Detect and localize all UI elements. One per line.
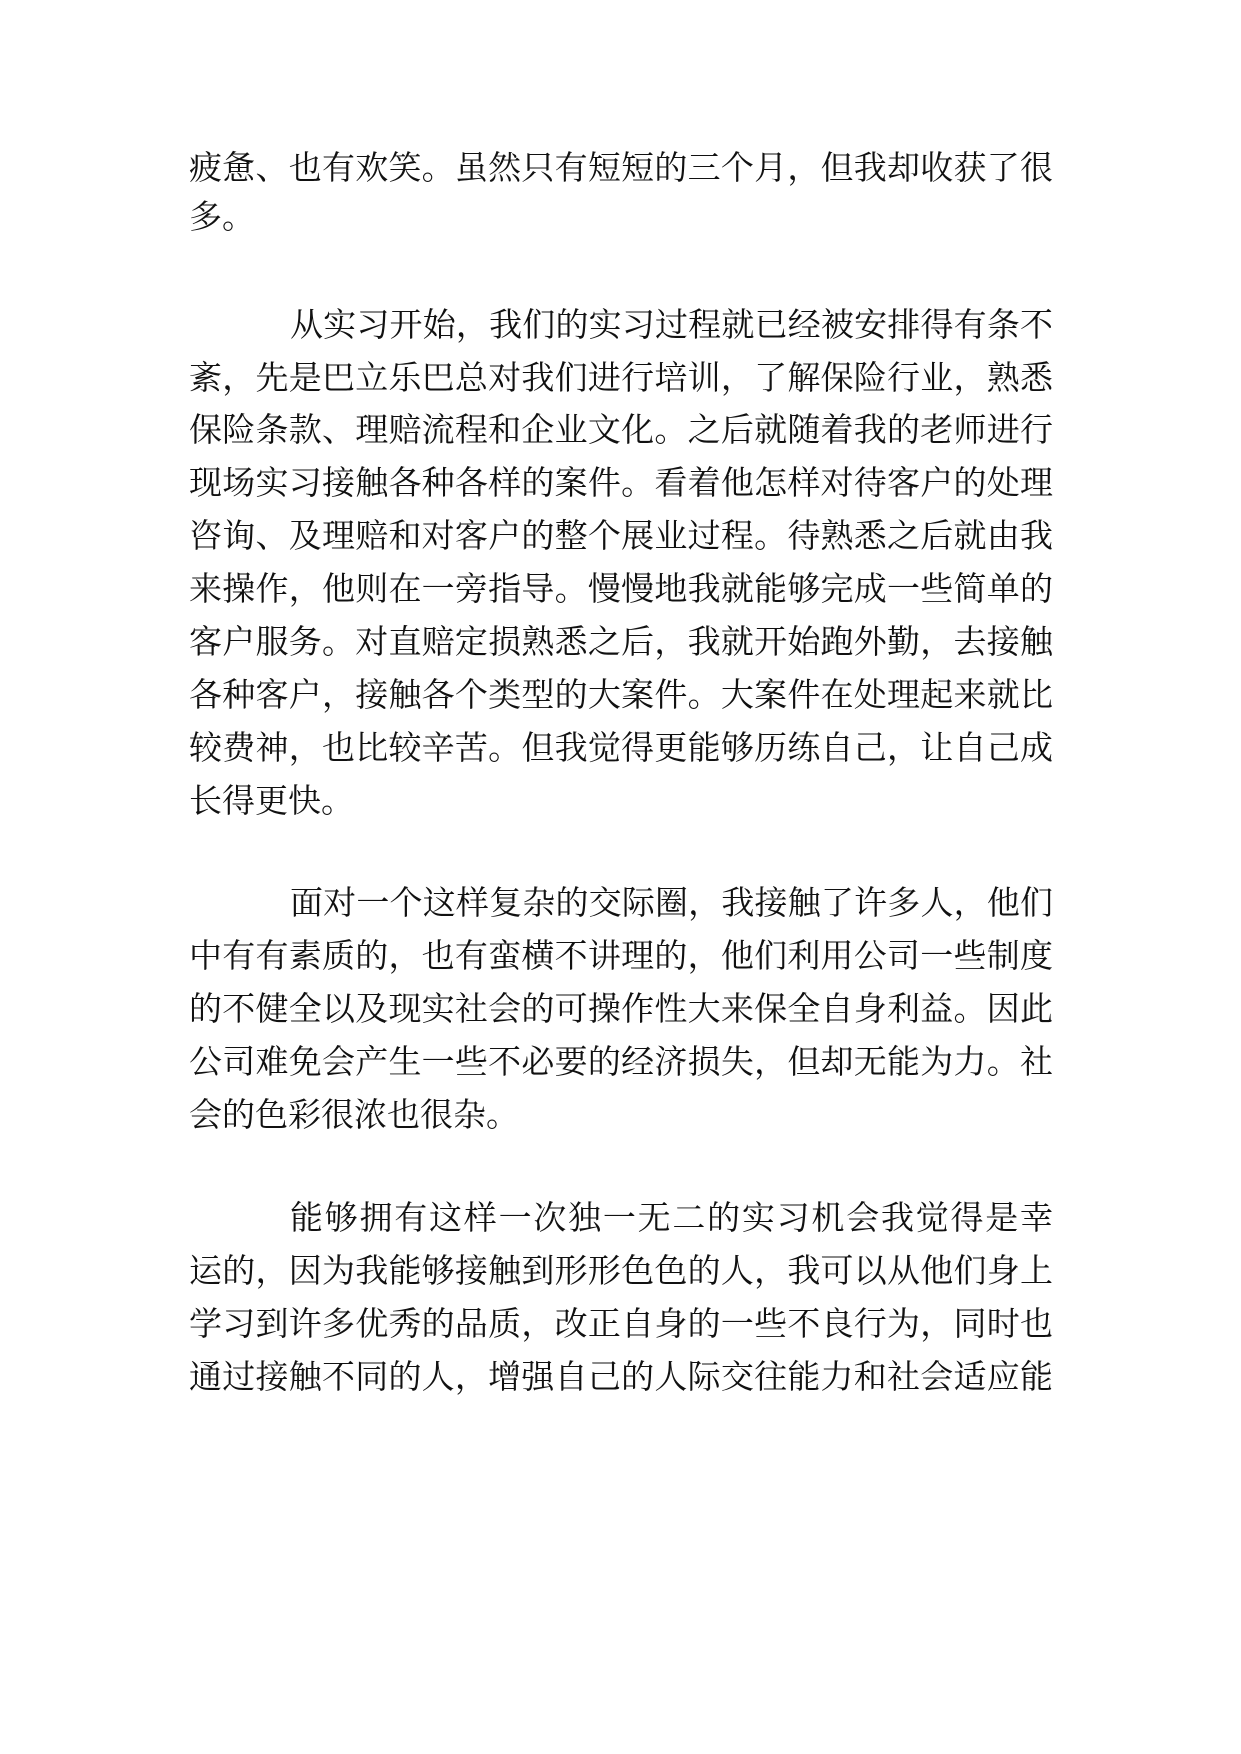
text-line: 中有有素质的，也有蛮横不讲理的，他们利用公司一些制度	[189, 936, 1053, 975]
text-line: 的不健全以及现实社会的可操作性大来保全自身利益。因此	[189, 989, 1053, 1028]
text-line: 保险条款、理赔流程和企业文化。之后就随着我的老师进行	[189, 410, 1053, 449]
text-line: 紊，先是巴立乐巴总对我们进行培训，了解保险行业，熟悉	[189, 358, 1053, 397]
text-line: 现场实习接触各种各样的案件。看着他怎样对待客户的处理	[189, 463, 1053, 502]
text-line: 会的色彩很浓也很杂。	[189, 1095, 519, 1134]
text-line: 疲惫、也有欢笑。虽然只有短短的三个月，但我却收获了很	[189, 148, 1053, 187]
text-line: 运的，因为我能够接触到形形色色的人，我可以从他们身上	[189, 1251, 1053, 1290]
text-line: 咨询、及理赔和对客户的整个展业过程。待熟悉之后就由我	[189, 516, 1053, 555]
text-line: 较费神，也比较辛苦。但我觉得更能够历练自己，让自己成	[189, 728, 1053, 767]
text-line: 从实习开始，我们的实习过程就已经被安排得有条不	[290, 305, 1053, 344]
text-line: 学习到许多优秀的品质，改正自身的一些不良行为，同时也	[189, 1304, 1053, 1343]
text-line: 各种客户，接触各个类型的大案件。大案件在处理起来就比	[189, 675, 1053, 714]
text-line: 客户服务。对直赔定损熟悉之后，我就开始跑外勤，去接触	[189, 622, 1053, 661]
text-line: 长得更快。	[189, 781, 354, 820]
text-line: 面对一个这样复杂的交际圈，我接触了许多人，他们	[290, 883, 1053, 922]
text-line: 能够拥有这样一次独一无二的实习机会我觉得是幸	[290, 1198, 1053, 1237]
text-line: 通过接触不同的人，增强自己的人际交往能力和社会适应能	[189, 1357, 1053, 1396]
text-line: 来操作，他则在一旁指导。慢慢地我就能够完成一些简单的	[189, 569, 1053, 608]
text-line: 多。	[189, 197, 255, 236]
text-line: 公司难免会产生一些不必要的经济损失，但却无能为力。社	[189, 1042, 1053, 1081]
